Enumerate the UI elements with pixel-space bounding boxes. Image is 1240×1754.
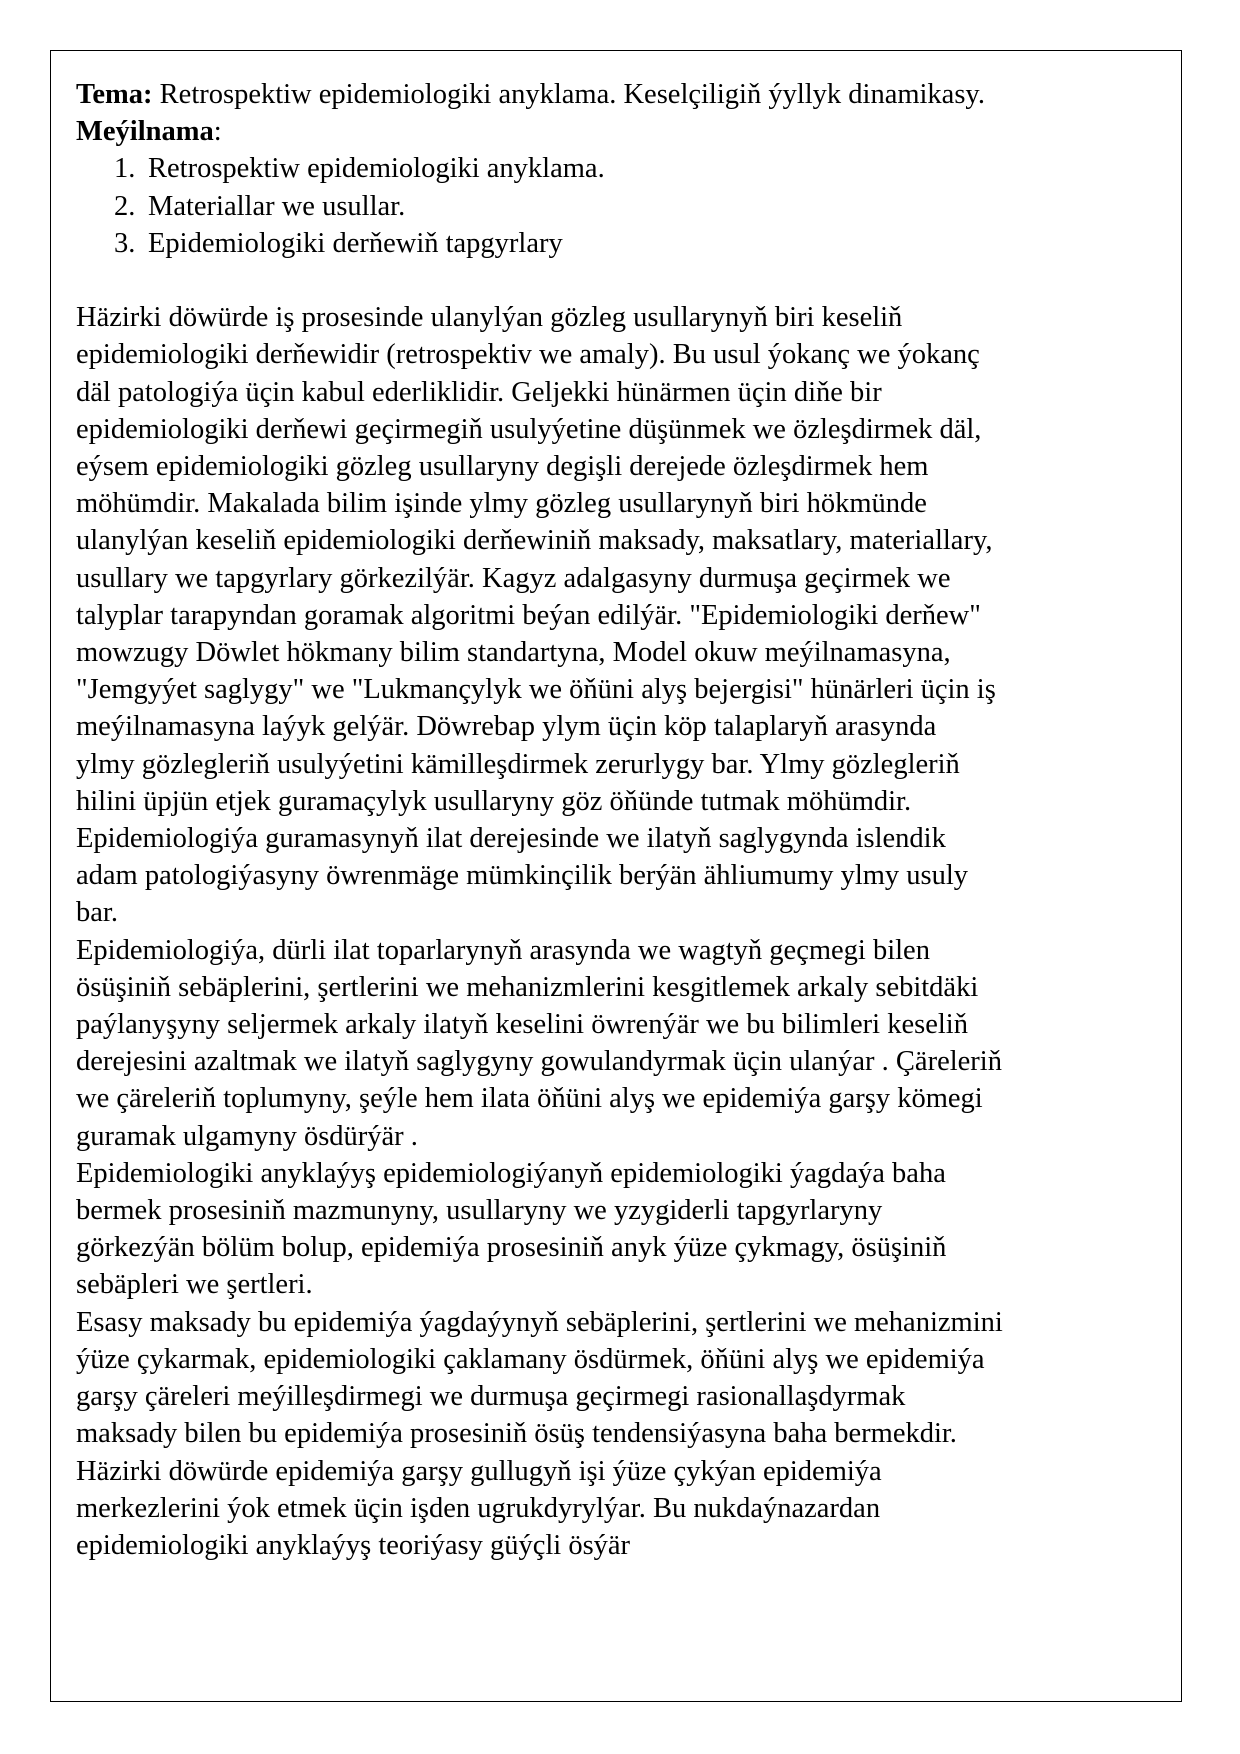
text-line: görkezýän bölüm bolup, epidemiýa prosesiniň anyk ýüze çykmagy, ösüşiniň <box>76 1232 947 1264</box>
text-line: Esasy maksady bu epidemiýa ýagdaýynyň sebäplerini, şertlerini we mehanizmini <box>76 1306 1003 1338</box>
text-line: epidemiologiki derňewi geçirmegiň usulyýetine düşünmek we özleşdirmek däl, <box>76 413 982 445</box>
text-line: usullary we tapgyrlary görkezilýär. Kagyz adalgasyny durmuşa geçirmek we <box>76 562 951 594</box>
text-line: bar. <box>76 897 118 929</box>
text-line: ylmy gözlegleriň usulyýetini kämilleşdirmek zerurlygy bar. Ylmy gözlegleriň <box>76 748 960 780</box>
plan-label: Meýilnama <box>76 116 214 148</box>
text-line: möhümdir. Makalada bilim işinde ylmy gözleg usullarynyň biri hökmünde <box>76 488 927 520</box>
spacer <box>76 262 1161 299</box>
body-text <box>76 299 1161 1564</box>
plan-item-text: Epidemiologiki derňewiň tapgyrlary <box>148 227 563 259</box>
text-line: hilini üpjün etjek guramaçylyk usullaryny göz öňünde tutmak möhümdir. <box>76 785 912 817</box>
text-line: "Jemgyýet saglygy" we "Lukmançylyk we öňüni alyş bejergisi" hünärleri üçin iş <box>76 674 996 706</box>
text-line: epidemiologiki derňewidir (retrospektiv we amaly). Bu usul ýokanç we ýokanç <box>76 339 980 371</box>
plan-colon: : <box>213 116 222 148</box>
plan-item-number: 2. <box>114 190 136 222</box>
text-line: guramak ulgamyny ösdürýär . <box>76 1120 418 1152</box>
plan-item-number: 3. <box>114 227 136 259</box>
text-line: Epidemiologiýa guramasynyň ilat derejesinde we ilatyň saglygynda islendik <box>76 823 946 855</box>
text-line: Häzirki döwürde iş prosesinde ulanylýan gözleg usullarynyň biri keseliň <box>76 302 903 334</box>
text-line: ösüşiniň sebäplerini, şertlerini we mehanizmlerini kesgitlemek arkaly sebitdäki <box>76 971 979 1003</box>
plan-item-text: Materiallar we usullar. <box>148 190 406 222</box>
text-line: we çäreleriň toplumyny, şeýle hem ilata öňüni alyş we epidemiýa garşy kömegi <box>76 1083 983 1115</box>
topic-text: Retrospektiw epidemiologiki anyklama. Keselçiligiň ýyllyk dinamikasy. <box>152 79 985 110</box>
text-line: sebäpleri we şertleri. <box>76 1269 313 1301</box>
text-line: derejesini azaltmak we ilatyň saglygyny gowulandyrmak üçin ulanýar . Çäreleriň <box>76 1046 1002 1078</box>
text-line: ulanylýan keseliň epidemiologiki derňewiniň maksady, maksatlary, materiallary, <box>76 525 993 557</box>
text-line: talyplar tarapyndan goramak algoritmi beýan edilýär. "Epidemiologiki derňew" <box>76 599 981 631</box>
text-line: eýsem epidemiologiki gözleg usullaryny degişli derejede özleşdirmek hem <box>76 451 929 483</box>
text-line: maksady bilen bu epidemiýa prosesiniň ösüş tendensiýasyna baha bermekdir. <box>76 1418 957 1450</box>
plan-item-number: 1. <box>114 153 136 185</box>
plan-list <box>76 150 1161 262</box>
text-line: merkezlerini ýok etmek üçin işden ugrukdyrylýar. Bu nukdaýnazardan <box>76 1492 881 1524</box>
text-line: garşy çäreleri meýilleşdirmegi we durmuşa geçirmegi rasionallaşdyrmak <box>76 1381 906 1413</box>
topic-label: Tema: <box>76 79 153 110</box>
text-line: ýüze çykarmak, epidemiologiki çaklamany ösdürmek, öňüni alyş we epidemiýa <box>76 1343 985 1375</box>
text-line: bermek prosesiniň mazmunyny, usullaryny we yzygiderli tapgyrlaryny <box>76 1195 883 1227</box>
plan-item <box>76 150 1161 187</box>
text-line: meýilnamasyna laýyk gelýär. Döwrebap ylym üçin köp talaplaryň arasynda <box>76 711 937 743</box>
text-line: Epidemiologiki anyklaýyş epidemiologiýanyň epidemiologiki ýagdaýa baha <box>76 1157 946 1189</box>
plan-heading <box>76 113 1161 150</box>
text-line: däl patologiýa üçin kabul ederliklidir. Geljekki hünärmen üçin diňe bir <box>76 376 882 408</box>
topic-line <box>76 76 1161 113</box>
text-line: paýlanyşyny seljermek arkaly ilatyň keselini öwrenýär we bu bilimleri keseliň <box>76 1009 968 1041</box>
plan-item <box>76 225 1161 262</box>
document-body <box>76 76 1161 1564</box>
plan-item <box>76 188 1161 225</box>
text-line: Häzirki döwürde epidemiýa garşy gullugyň işi ýüze çykýan epidemiýa <box>76 1455 882 1487</box>
text-line: epidemiologiki anyklaýyş teoriýasy güýçli ösýär <box>76 1529 631 1561</box>
text-line: Epidemiologiýa, dürli ilat toparlarynyň arasynda we wagtyň geçmegi bilen <box>76 934 930 966</box>
text-line: adam patologiýasyny öwrenmäge mümkinçilik berýän ähliumumy ylmy usuly <box>76 860 969 892</box>
plan-item-text: Retrospektiw epidemiologiki anyklama. <box>148 153 605 185</box>
text-line: mowzugy Döwlet hökmany bilim standartyna, Model okuw meýilnamasyna, <box>76 637 951 669</box>
